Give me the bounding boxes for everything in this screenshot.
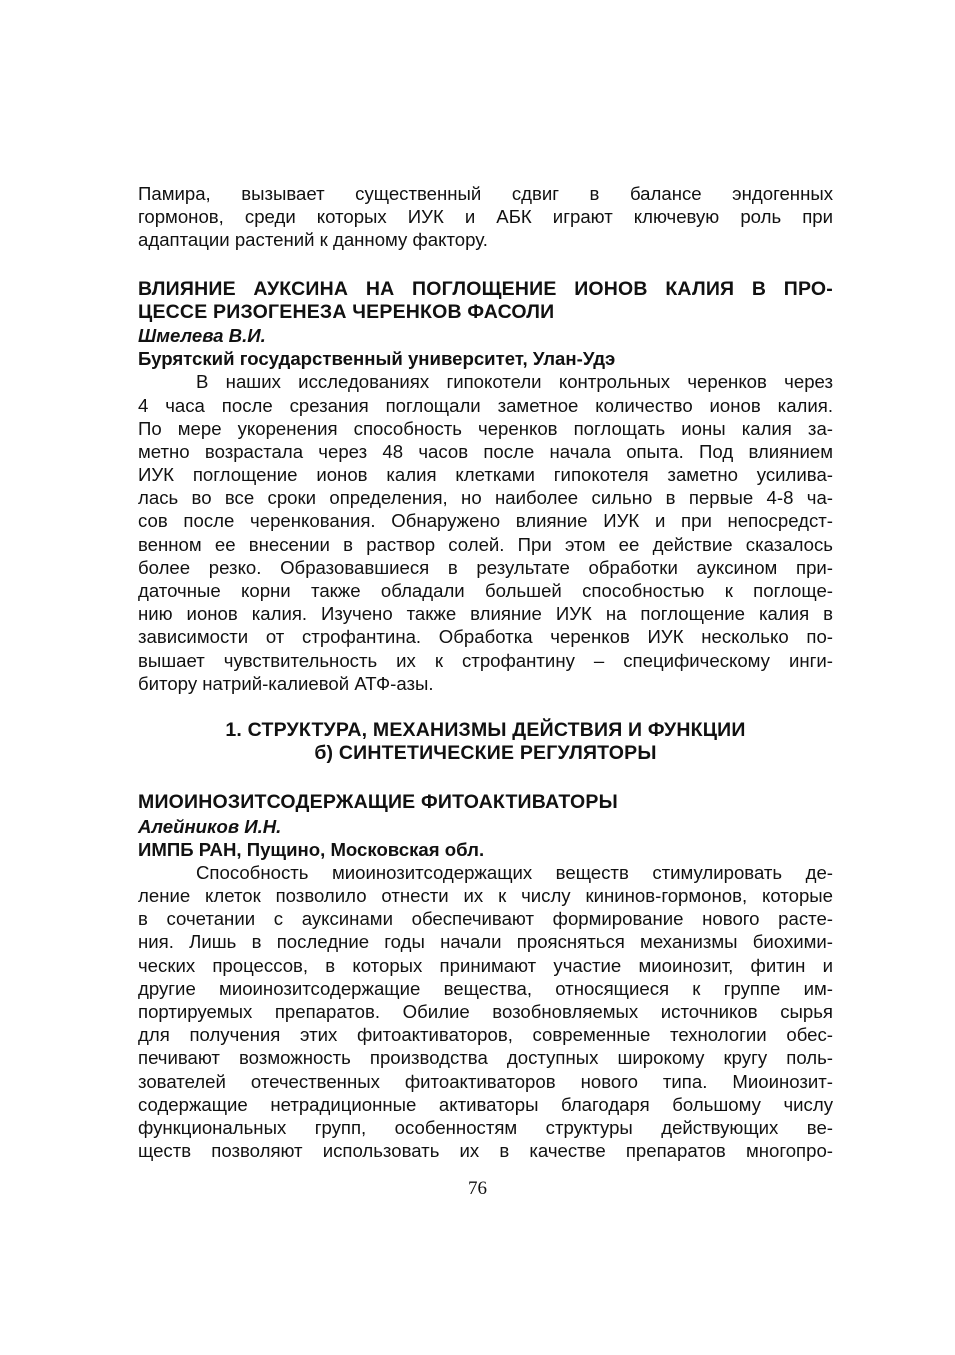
text-line: лась во все сроки определения, но наиболее сильно в первые 4-8 ча- xyxy=(138,487,833,509)
section-heading-line: б) СИНТЕТИЧЕСКИЕ РЕГУЛЯТОРЫ xyxy=(314,742,657,765)
article-title: МИОИНОЗИТСОДЕРЖАЩИЕ ФИТОАКТИВАТОРЫ xyxy=(138,791,618,814)
article-author: Алейников И.Н. xyxy=(138,815,282,837)
text-line: ческих процессов, в которых принимают участие миоинозит, фитин и xyxy=(138,954,833,976)
text-line: ществ позволяют использовать их в качестве препаратов многопро- xyxy=(138,1140,833,1162)
text-line: зависимости от строфантина. Обработка черенков ИУК несколько по- xyxy=(138,626,833,648)
spacer xyxy=(138,765,833,791)
text-line: ния. Лишь в последние годы начали проясняться механизмы биохими- xyxy=(138,931,833,953)
article-1 xyxy=(138,278,833,695)
text-line: битору натрий-калиевой АТФ-азы. xyxy=(138,672,434,694)
section-heading xyxy=(138,719,833,765)
text-line: 4 часа после срезания поглощали заметное количество ионов калия. xyxy=(138,394,833,416)
text-line: ИУК поглощение ионов калия клетками гипокотеля заметно усилива- xyxy=(138,464,833,486)
text-line: для получения этих фитоактиваторов, современные технологии обес- xyxy=(138,1024,833,1046)
text-line: вышает чувствительность их к строфантину – специфическому инги- xyxy=(138,649,833,671)
text-line: По мере укоренения способность черенков поглощать ионы калия за- xyxy=(138,417,833,439)
text-line: портируемых препаратов. Обилие возобновляемых источников сырья xyxy=(138,1001,833,1022)
page-number: 76 xyxy=(468,1178,487,1199)
article-2 xyxy=(138,791,833,1162)
text-line: печивают возможность производства доступных широкому кругу поль- xyxy=(138,1047,833,1069)
text-line: гормонов, среди которых ИУК и АБК играют ключевую роль при xyxy=(138,206,833,228)
section-heading-line: 1. СТРУКТУРА, МЕХАНИЗМЫ ДЕЙСТВИЯ И ФУНКЦИИ xyxy=(225,718,746,741)
text-line: более резко. Образовавшиеся в результате обработки ауксином при- xyxy=(138,556,833,578)
text-line: Памира, вызывает существенный сдвиг в балансе эндогенных xyxy=(138,183,833,204)
page-content xyxy=(138,182,833,1162)
spacer xyxy=(138,695,833,719)
text-line: нию ионов калия. Изучено также влияние ИУК на поглощение калия в xyxy=(138,603,833,625)
text-line: в сочетании с ауксинами обеспечивают формирование нового расте- xyxy=(138,908,833,930)
article-title: ВЛИЯНИЕ АУКСИНА НА ПОГЛОЩЕНИЕ ИОНОВ КАЛИЯ В ПРО- xyxy=(138,277,833,300)
intro-paragraph xyxy=(138,182,833,252)
text-line: венном ее внесении в раствор солей. При этом ее действие сказалось xyxy=(138,533,833,555)
text-line: В наших исследованиях гипокотели контрольных черенков через xyxy=(196,371,833,393)
text-line: другие миоинозитсодержащие вещества, относящиеся к группе им- xyxy=(138,977,833,999)
text-line: функциональных групп, особенностям структуры действующих ве- xyxy=(138,1116,833,1138)
article-affiliation: Бурятский государственный университет, Улан-Удэ xyxy=(138,348,616,370)
article-affiliation: ИМПБ РАН, Пущино, Московская обл. xyxy=(138,838,485,860)
text-line: адаптации растений к данному фактору. xyxy=(138,229,488,251)
article-author: Шмелева В.И. xyxy=(138,324,266,346)
text-line: сов после черенкования. Обнаружено влияние ИУК и при непосредст- xyxy=(138,510,833,532)
spacer xyxy=(138,252,833,278)
text-line: Способность миоинозитсодержащих веществ стимулировать де- xyxy=(196,861,833,883)
text-line: метно возрастала через 48 часов после начала опыта. Под влиянием xyxy=(138,440,833,462)
text-line: зователей отечественных фитоактиваторов нового типа. Миоинозит- xyxy=(138,1070,833,1092)
text-line: ление клеток позволило отнести их к числу кининов-гормонов, которые xyxy=(138,885,833,907)
text-line: даточные корни также обладали большей способностью к поглоще- xyxy=(138,580,833,601)
article-title: ЦЕССЕ РИЗОГЕНЕЗА ЧЕРЕНКОВ ФАСОЛИ xyxy=(138,300,555,323)
text-line: содержащие нетрадиционные активаторы благодаря большому числу xyxy=(138,1093,833,1115)
